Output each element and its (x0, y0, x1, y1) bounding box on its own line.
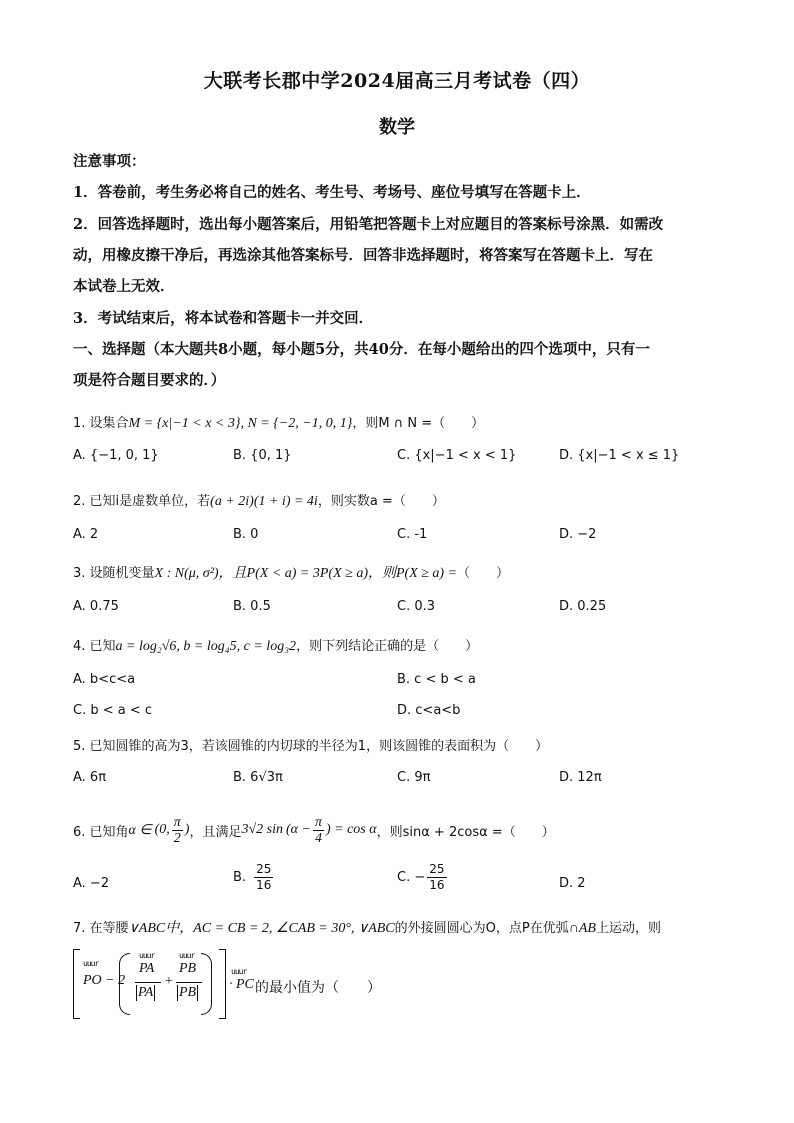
q5-option-b[interactable]: B. 6√3π (233, 770, 283, 785)
q4-suffix: ，则下列结论正确的是（ ） (296, 639, 479, 654)
q4-option-a[interactable]: A. b<c<a (73, 672, 136, 687)
q3-option-b[interactable]: B. 0.5 (233, 599, 271, 614)
q2-option-d[interactable]: D. −2 (559, 527, 597, 542)
q1-option-b[interactable]: B. {0, 1} (233, 448, 292, 463)
q6-suffix: ，则sinα + 2cosα =（ ） (376, 824, 555, 840)
note-2-line-2 (73, 244, 653, 265)
note-3-text: 3．考试结束后，将本试卷和答题卡一并交回． (73, 310, 374, 327)
q6-interval-den: 2 (173, 830, 181, 846)
q6-prefix: 6. 已知角 (73, 824, 129, 840)
subject-title: 数学 (379, 117, 415, 138)
q7-expr-pa-den: PA (138, 985, 154, 1000)
question-2-stem (73, 490, 445, 510)
q1-option-d[interactable]: D. {x|−1 < x ≤ 1} (559, 448, 680, 463)
q6-option-b[interactable] (233, 862, 275, 893)
q6-mid: ，且满足 (189, 824, 242, 840)
q7-expr-pb-num: PB (179, 961, 197, 976)
q6-option-b-den: 16 (256, 878, 272, 892)
q7-math: ∨ABC中，AC = CB = 2, ∠CAB = 30°, ∨ABC (128, 921, 395, 936)
q1-prefix: 1. 设集合 (73, 416, 129, 431)
question-4-stem (73, 635, 478, 655)
q1-option-c[interactable]: C. {x|−1 < x < 1} (397, 448, 517, 463)
q6-option-c-fraction (427, 862, 446, 893)
q1-option-a[interactable]: A. {−1, 0, 1} (73, 448, 159, 463)
q2-option-b[interactable]: B. 0 (233, 527, 259, 542)
q7-expr-pa-num: PA (139, 961, 155, 976)
q6-option-b-fraction (254, 862, 273, 893)
q6-option-b-num: 25 (256, 862, 272, 876)
q6-interval-fraction (172, 815, 183, 846)
q6-interval-left: (0, (154, 822, 170, 837)
note-2a-text: 2．回答选择题时，选出每小题答案后，用铅笔把答题卡上对应题目的答案标号涂黑．如需改 (73, 216, 664, 233)
q7-left-bracket (73, 949, 80, 1019)
q7-left-paren (119, 953, 130, 1015)
q6-math-b: 3√2 sin (241, 822, 283, 837)
q6-arg-num: π (314, 814, 322, 830)
q3-option-c[interactable]: C. 0.3 (397, 599, 436, 614)
q7-prefix: 7. 在等腰 (73, 921, 129, 936)
q3-option-d[interactable]: D. 0.25 (559, 599, 607, 614)
q6-arg-left: (α − (286, 822, 311, 837)
question-7-stem (73, 917, 661, 937)
question-1-stem (73, 412, 484, 432)
q6-option-c-label: C. − (397, 870, 426, 885)
q2-option-c[interactable]: C. -1 (397, 527, 428, 542)
q6-option-c-num: 25 (429, 862, 445, 876)
q6-option-b-label: B. (233, 870, 247, 885)
q6-option-c[interactable] (397, 862, 449, 893)
q6-math-a: α ∈ (128, 822, 152, 838)
q7-pa-fraction-line (135, 982, 161, 983)
q7-expr-po: PO − 2 (83, 973, 126, 988)
exam-title: 大联考长郡中学2024届高三月考试卷（四） (203, 70, 591, 92)
q1-math: M = {x|−1 < x < 3}, N = {−2, −1, 0, 1} (128, 416, 353, 431)
q7-arrow-pb-num: uuur (179, 951, 195, 960)
section-heading-line-1: 一、选择题（本大题共8小题，每小题5分，共40分．在每小题给出的四个选项中，只有一 (73, 341, 650, 358)
note-2c-text: 本试卷上无效． (73, 278, 175, 295)
q3-prefix: 3. 设随机变量 (73, 566, 155, 581)
q7-right-paren (201, 953, 212, 1015)
q5-prefix: 5. 已知圆锥的高为3，若该圆锥的内切球的半径为1，则该圆锥的表面积为（ ） (73, 739, 549, 754)
q7-expr-end: 的最小值为（ ） (255, 981, 381, 996)
q7-expr-pc: · PC (229, 977, 254, 992)
note-2b-text: 动，用橡皮擦干净后，再选涂其他答案标号．回答非选择题时，将答案写在答题卡上．写在 (73, 247, 653, 264)
question-5-stem (73, 735, 548, 754)
question-3-stem (73, 562, 509, 582)
q2-suffix: ，则实数a =（ ） (317, 494, 445, 509)
q2-prefix: 2. 已知i是虚数单位，若 (73, 494, 211, 509)
q7-plus: + (165, 974, 173, 989)
note-1 (73, 181, 591, 202)
q6-arg-right: ) = cos α (325, 822, 377, 837)
question-6-stem: 6. 已知角 α ∈ (0, $\frac{\pi}{2}$ ) ，且满足 3√2 sin (α − $\frac{\pi}{4}$ ) = cos α ，则sinα + 2cosα =（ ） (73, 814, 555, 846)
q5-option-d[interactable]: D. 12π (559, 770, 602, 785)
q5-option-c[interactable]: C. 9π (397, 770, 431, 785)
q2-math: (a + 2i)(1 + i) = 4i (210, 494, 318, 509)
q7-expr-pb-den: PB (179, 985, 197, 1000)
q6-interval-num: π (173, 814, 181, 830)
q7-vector-expression (73, 945, 473, 1023)
note-1-text: 1．答卷前，考生务必将自己的姓名、考生号、考场号、座位号填写在答题卡上． (73, 184, 591, 201)
q6-option-c-den: 16 (429, 878, 445, 892)
note-2-line-1 (73, 213, 663, 234)
q7-arrow-po: uuur (83, 959, 99, 968)
q4-prefix: 4. 已知 (73, 639, 116, 654)
q4-option-d[interactable]: D. c<a<b (397, 703, 461, 718)
q7-arc: ∩AB (568, 921, 596, 936)
q6-arg-den: 4 (314, 830, 322, 846)
q3-math: X : N(μ, σ²)，且P(X < a) = 3P(X ≥ a)，则P(X ≥ a) = (154, 566, 458, 581)
q5-option-a[interactable]: A. 6π (73, 770, 107, 785)
q1-suffix: ，则M ∩ N =（ ） (352, 416, 485, 431)
q2-option-a[interactable]: A. 2 (73, 527, 99, 542)
q6-arg-fraction (313, 815, 324, 846)
q6-option-d[interactable]: D. 2 (559, 876, 586, 891)
q3-option-a[interactable]: A. 0.75 (73, 599, 119, 614)
notes-heading: 注意事项： (73, 153, 146, 170)
note-2-line-3 (73, 275, 175, 296)
q7-arrow-pa-num: uuur (139, 951, 155, 960)
q4-math: a = log₂√6, b = log₄5, c = log₃2 (115, 639, 297, 654)
q7-pb-fraction-line (176, 982, 202, 983)
q7-right-bracket (219, 949, 226, 1019)
q6-option-a[interactable]: A. −2 (73, 876, 110, 891)
section-heading-line-2: 项是符合题目要求的．） (73, 372, 226, 389)
q4-option-b[interactable]: B. c < b < a (397, 672, 476, 687)
q7-end: 上运动，则 (595, 921, 661, 936)
q4-option-c[interactable]: C. b < a < c (73, 703, 153, 718)
q7-suffix: 的外接圆圆心为O，点P在优弧 (394, 921, 569, 936)
q7-arrow-pc: uuur (231, 967, 247, 976)
note-3 (73, 307, 373, 328)
q3-suffix: （ ） (457, 566, 510, 581)
